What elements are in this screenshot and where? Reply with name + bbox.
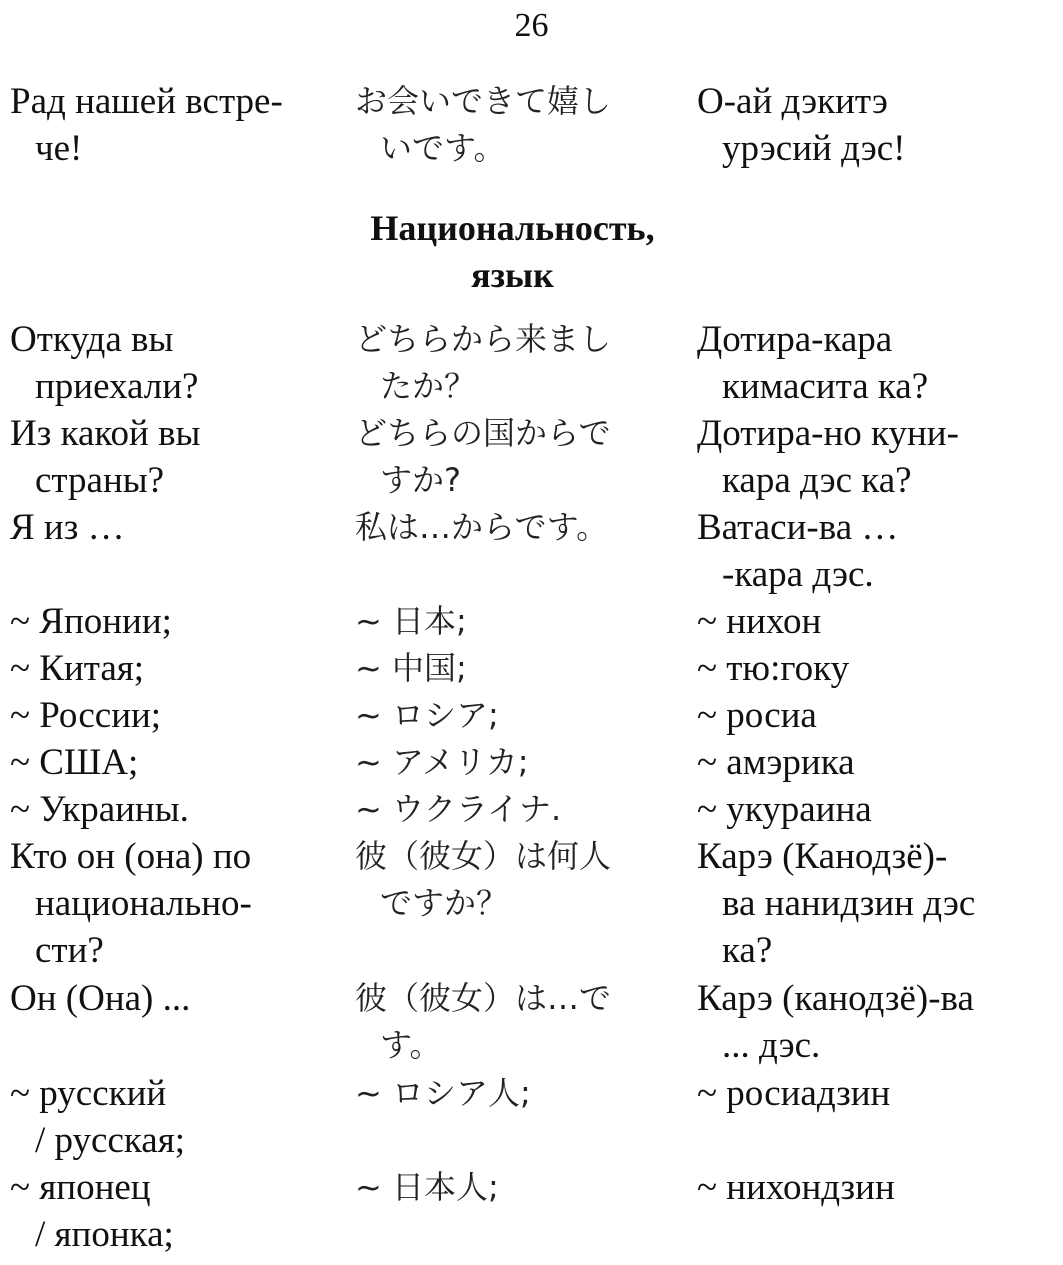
russian-phrase bbox=[10, 833, 330, 974]
japanese-line: いです。 bbox=[380, 129, 506, 167]
japanese-phrase bbox=[355, 739, 675, 786]
russian-line: / русская; bbox=[35, 1120, 186, 1161]
japanese-phrase bbox=[355, 316, 675, 410]
transliteration bbox=[697, 833, 1027, 974]
russian-line: ~ Японии; bbox=[10, 601, 172, 642]
japanese-line: ~ ロシア; bbox=[355, 696, 499, 734]
japanese-line: ~ アメリカ; bbox=[355, 743, 529, 781]
russian-phrase bbox=[10, 598, 330, 645]
russian-phrase bbox=[10, 316, 330, 410]
japanese-phrase bbox=[355, 1164, 675, 1211]
russian-line: Он (Она) ... bbox=[10, 978, 191, 1019]
japanese-line: どちらの国からで bbox=[355, 414, 611, 452]
japanese-phrase bbox=[355, 975, 675, 1069]
japanese-line: ~ 日本; bbox=[355, 602, 467, 640]
transliteration bbox=[697, 598, 1027, 645]
russian-phrase bbox=[10, 78, 330, 172]
section-title-line: язык bbox=[471, 255, 554, 295]
russian-phrase bbox=[10, 739, 330, 786]
transliteration-line: ~ нихондзин bbox=[697, 1167, 895, 1208]
russian-line: че! bbox=[35, 128, 83, 169]
japanese-phrase bbox=[355, 645, 675, 692]
transliteration-line: ~ росиа bbox=[697, 695, 817, 736]
russian-line: ~ России; bbox=[10, 695, 162, 736]
japanese-line: ~ 日本人; bbox=[355, 1168, 499, 1206]
transliteration-line: кара дэс ка? bbox=[722, 460, 912, 501]
transliteration-line: Карэ (Канодзё)- bbox=[697, 836, 948, 877]
russian-line: Откуда вы bbox=[10, 319, 174, 360]
transliteration-line: ... дэс. bbox=[722, 1025, 821, 1066]
transliteration bbox=[697, 975, 1027, 1069]
transliteration-line: ~ амэрика bbox=[697, 742, 855, 783]
russian-line: Кто он (она) по bbox=[10, 836, 252, 877]
japanese-line: すか? bbox=[380, 461, 461, 499]
japanese-line: ~ 中国; bbox=[355, 649, 467, 687]
japanese-phrase bbox=[355, 410, 675, 504]
russian-phrase bbox=[10, 410, 330, 504]
japanese-line: 彼（彼女）は…で bbox=[355, 979, 612, 1017]
japanese-phrase bbox=[355, 598, 675, 645]
russian-phrase bbox=[10, 1070, 330, 1164]
japanese-line: たか？ bbox=[380, 367, 477, 405]
japanese-line: お会いできて嬉し bbox=[355, 82, 612, 120]
transliteration bbox=[697, 739, 1027, 786]
transliteration-line: урэсий дэс! bbox=[722, 128, 906, 169]
russian-line: Из какой вы bbox=[10, 413, 201, 454]
transliteration-line: Ватаси-ва … bbox=[697, 507, 899, 548]
transliteration bbox=[697, 1070, 1027, 1117]
russian-line: национально- bbox=[35, 883, 252, 924]
japanese-line: ~ ウクライナ. bbox=[355, 790, 562, 828]
russian-phrase bbox=[10, 504, 330, 551]
transliteration-line: ка? bbox=[722, 930, 773, 971]
russian-line: ~ США; bbox=[10, 742, 139, 783]
russian-line: ~ русский bbox=[10, 1073, 167, 1114]
transliteration bbox=[697, 78, 1027, 172]
japanese-line: 私は…からです。 bbox=[355, 508, 609, 546]
russian-line: ~ Украины. bbox=[10, 789, 189, 830]
transliteration-line: ~ тю:гоку bbox=[697, 648, 850, 689]
japanese-phrase bbox=[355, 1070, 675, 1117]
transliteration-line: Карэ (канодзё)-ва bbox=[697, 978, 974, 1019]
transliteration bbox=[697, 410, 1027, 504]
transliteration-line: Дотира-кара bbox=[697, 319, 893, 360]
japanese-phrase bbox=[355, 504, 675, 551]
russian-phrase bbox=[10, 1164, 330, 1258]
transliteration-line: ~ укураина bbox=[697, 789, 872, 830]
transliteration bbox=[697, 316, 1027, 410]
russian-line: приехали? bbox=[35, 366, 199, 407]
japanese-phrase bbox=[355, 786, 675, 833]
japanese-phrase bbox=[355, 692, 675, 739]
russian-phrase bbox=[10, 645, 330, 692]
section-title-line: Национальность, bbox=[370, 208, 655, 248]
japanese-line: 彼（彼女）は何人 bbox=[355, 837, 612, 875]
russian-line: Рад нашей встре- bbox=[10, 81, 283, 122]
transliteration bbox=[697, 692, 1027, 739]
transliteration-line: ~ нихон bbox=[697, 601, 822, 642]
transliteration bbox=[697, 1164, 1027, 1211]
transliteration-line: -кара дэс. bbox=[722, 554, 874, 595]
russian-line: сти? bbox=[35, 930, 104, 971]
russian-phrase bbox=[10, 692, 330, 739]
transliteration bbox=[697, 504, 1027, 598]
russian-line: ~ японец bbox=[10, 1167, 151, 1208]
japanese-phrase bbox=[355, 833, 675, 927]
russian-line: Я из … bbox=[10, 507, 125, 548]
japanese-phrase bbox=[355, 78, 675, 172]
russian-line: / японка; bbox=[35, 1214, 174, 1255]
transliteration-line: кимасита ка? bbox=[722, 366, 929, 407]
japanese-line: ですか？ bbox=[380, 884, 509, 922]
japanese-line: す。 bbox=[380, 1026, 442, 1064]
transliteration-line: Дотира-но куни- bbox=[697, 413, 959, 454]
russian-line: страны? bbox=[35, 460, 165, 501]
transliteration-line: О-ай дэкитэ bbox=[697, 81, 888, 122]
russian-phrase bbox=[10, 786, 330, 833]
transliteration bbox=[697, 786, 1027, 833]
transliteration bbox=[697, 645, 1027, 692]
transliteration-line: ва нанидзин дэс bbox=[722, 883, 976, 924]
russian-phrase bbox=[10, 975, 330, 1022]
japanese-line: ~ ロシア人; bbox=[355, 1074, 531, 1112]
russian-line: ~ Китая; bbox=[10, 648, 145, 689]
section-title bbox=[300, 205, 725, 299]
page-number: 26 bbox=[514, 7, 549, 44]
transliteration-line: ~ росиадзин bbox=[697, 1073, 891, 1114]
japanese-line: どちらから来まし bbox=[355, 320, 612, 358]
